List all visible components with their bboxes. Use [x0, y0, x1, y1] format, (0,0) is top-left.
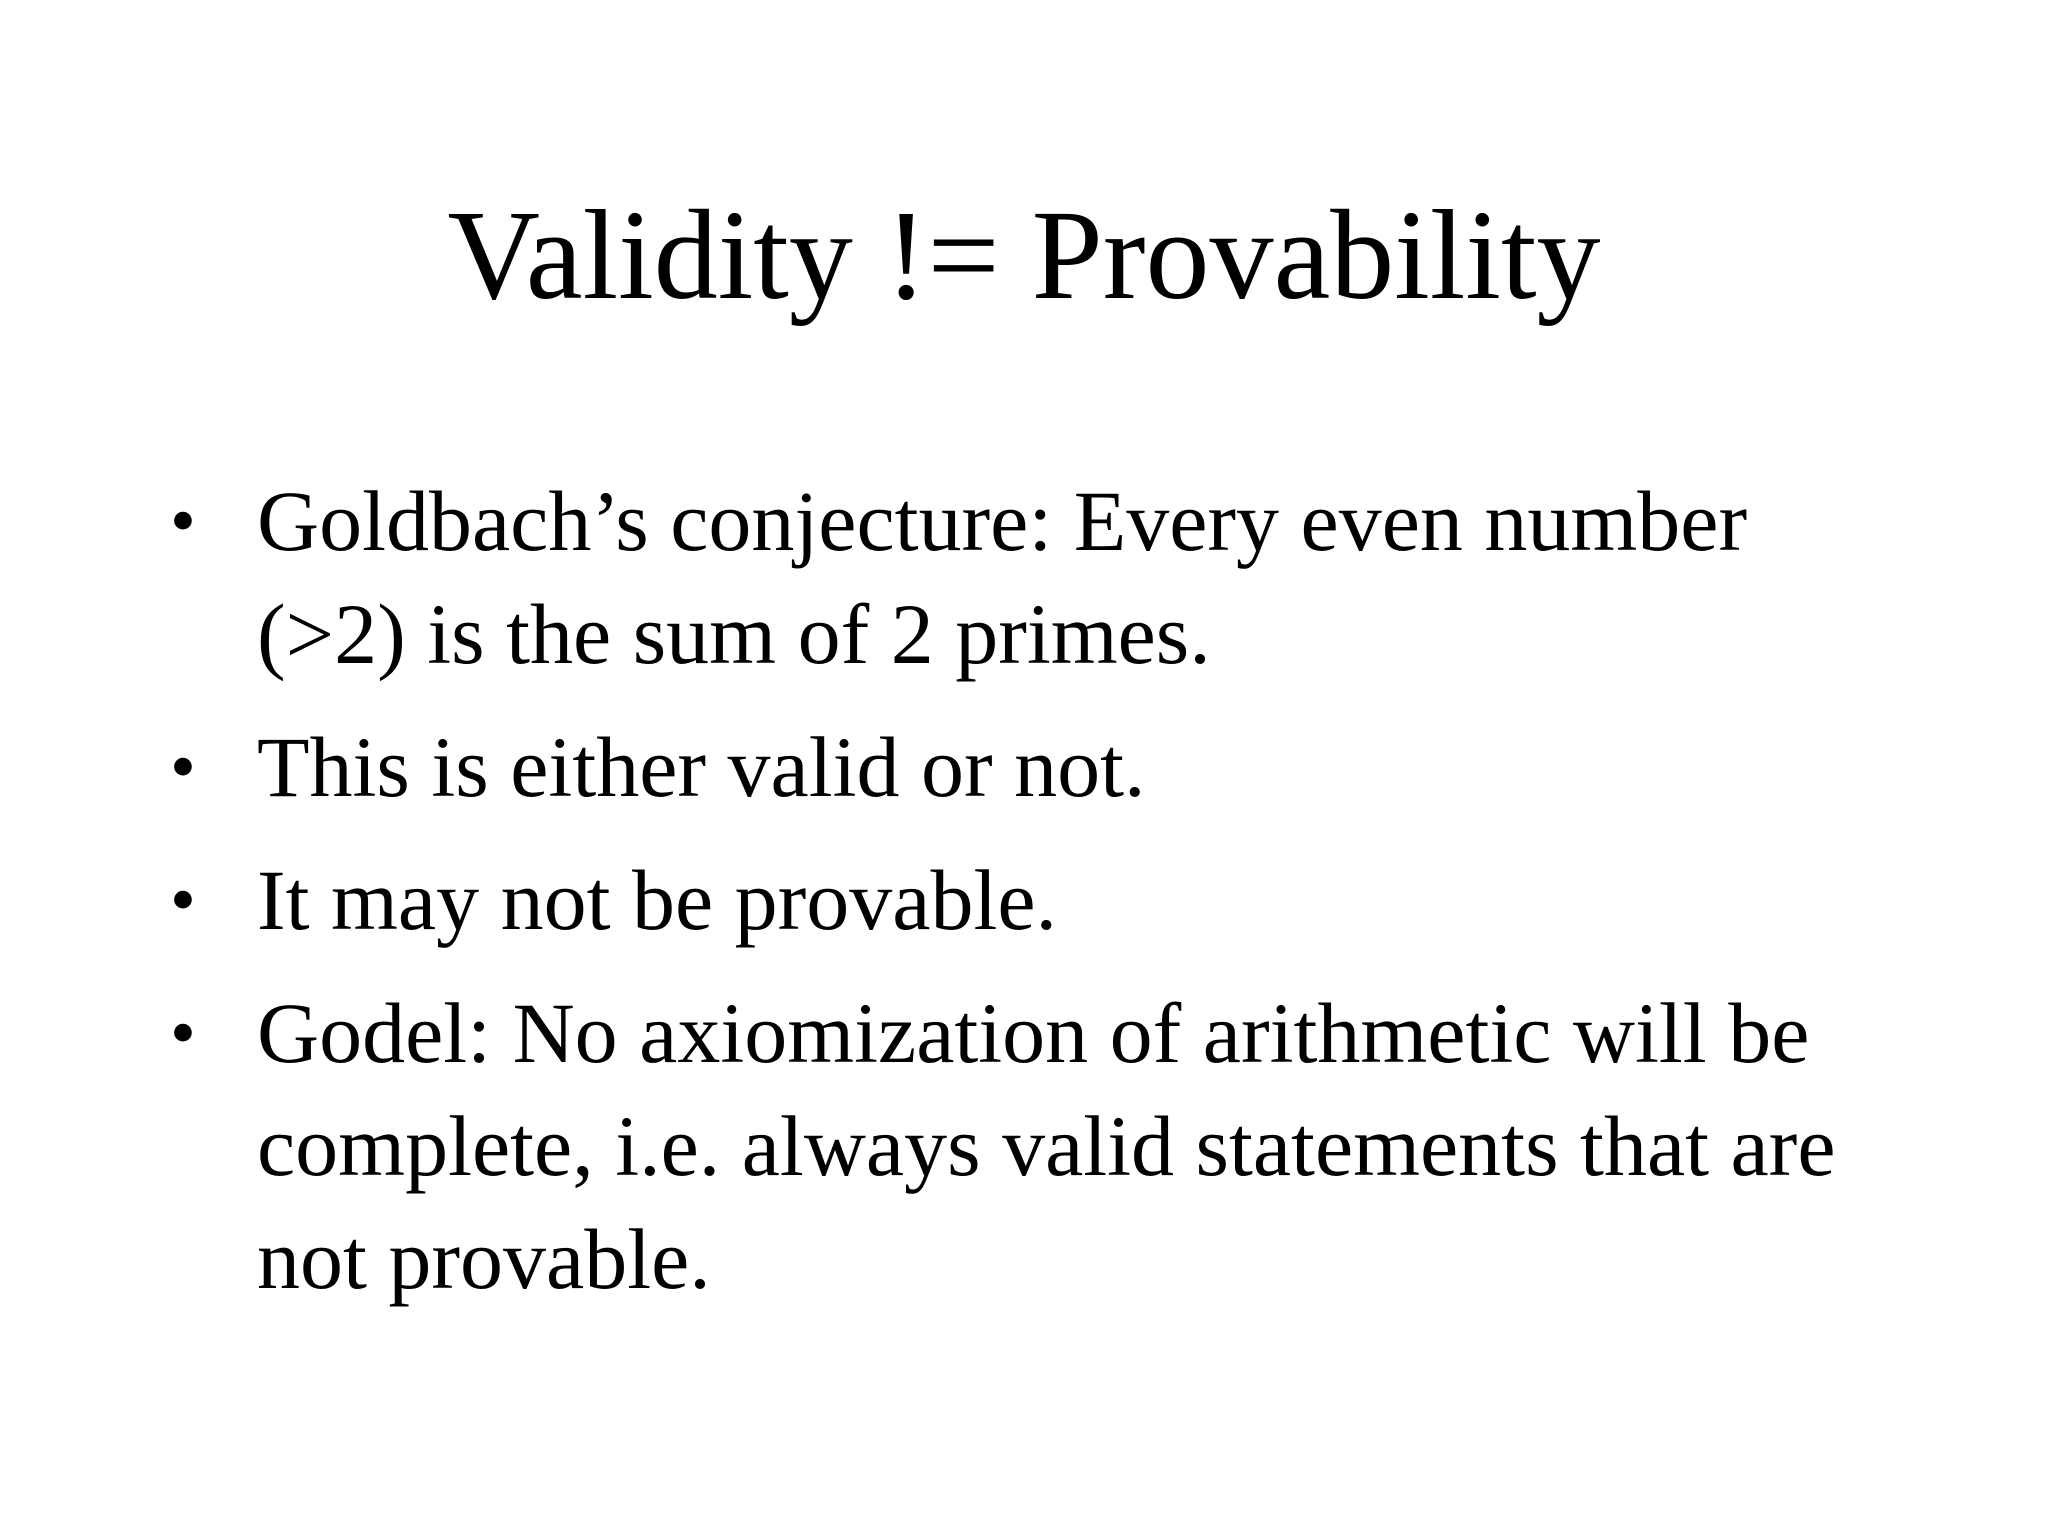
- bullet-item-valid-or-not: [170, 711, 1890, 824]
- bullet-marker: •: [170, 726, 196, 808]
- bullet-marker: •: [170, 480, 196, 562]
- bullet-item-not-provable: [170, 844, 1890, 957]
- bullet-text: Goldbach’s conjecture: Every even number (>2) is the sum of 2 primes.: [257, 473, 1748, 682]
- bullet-text: This is either valid or not.: [257, 719, 1146, 815]
- slide-title: Validity != Provability: [447, 184, 1601, 326]
- bullet-item-godel: [170, 977, 1890, 1316]
- bullet-marker: •: [170, 992, 196, 1074]
- bullet-marker: •: [170, 859, 196, 941]
- bullet-text: Godel: No axiomization of arithmetic will be complete, i.e. always valid statements that are not provable.: [257, 985, 1836, 1307]
- bullet-text: It may not be provable.: [257, 852, 1058, 948]
- bullet-list: [170, 465, 1890, 1336]
- bullet-item-goldbach: [170, 465, 1890, 691]
